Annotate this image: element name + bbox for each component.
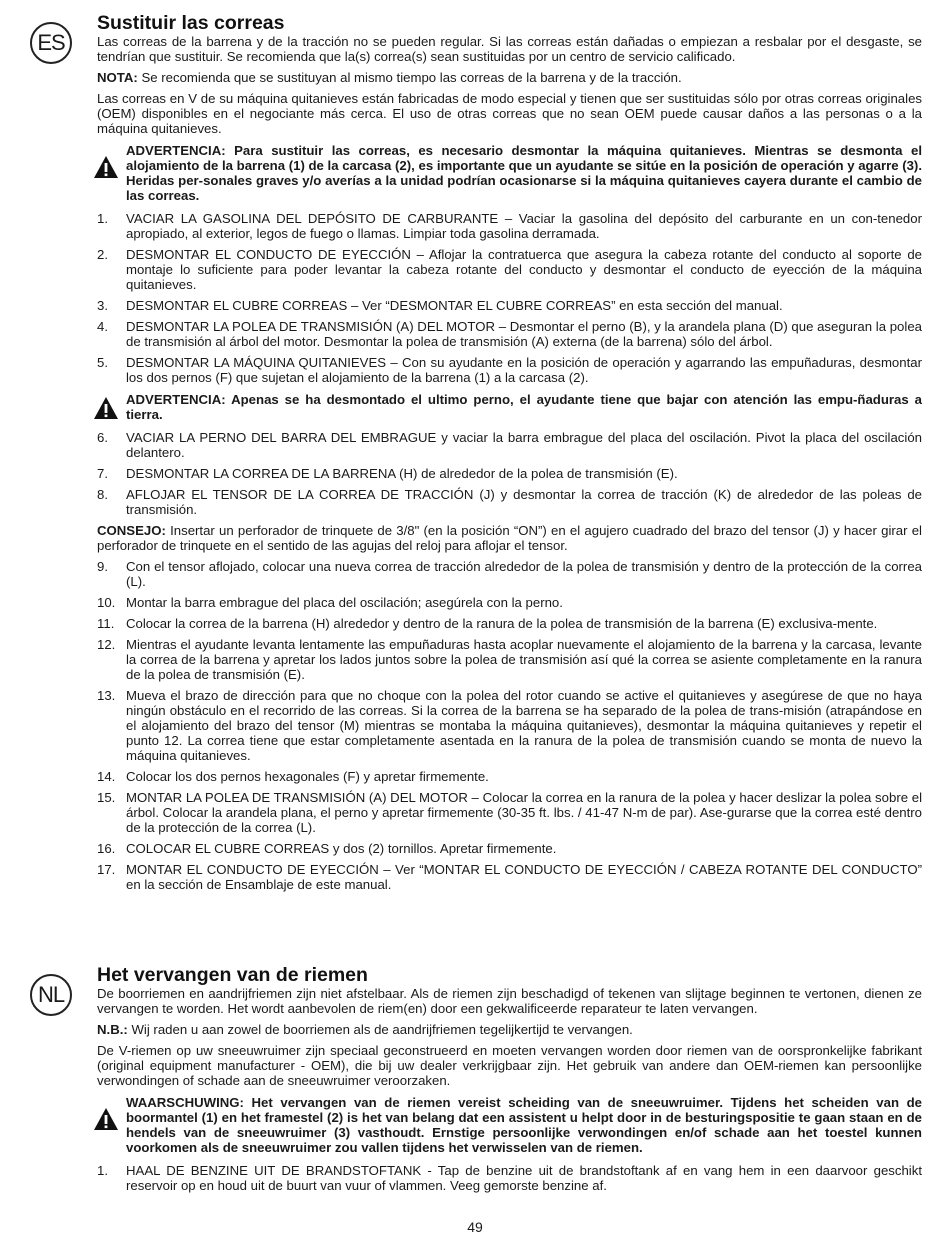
- note-text-nl: Wij raden u aan zowel de boorriemen als de aandrijfriemen tegelijkertijd te vervangen.: [131, 1022, 633, 1037]
- step-text: Con el tensor aflojado, colocar una nueva correa de tracción alrededor de la polea de transmisión y dentro de la protección de la correa (L).: [126, 559, 922, 589]
- step-item: [97, 559, 922, 589]
- step-number: 10.: [97, 595, 116, 610]
- step-item: [97, 841, 922, 856]
- note-label-nl: N.B.:: [97, 1022, 128, 1037]
- step-number: 9.: [97, 559, 108, 574]
- step-text: Mueva el brazo de dirección para que no choque con la polea del rotor cuando se active el quitanieves y asegúrese de que no haya ningún obstáculo en el recorrido de las correas. Si la correa de la barrena se ha separado de la polea de trans-misión (atrapándose en el alojamiento del brazo del tensor (M) mientras se montaba la máquina quitanieves), desmontar la máquina quitanieves y repetir el punto 12. La correa tiene que estar completamente asentada en la ranura de la polea de transmisión cuando se monta de nuevo la máquina quitanieves.: [126, 688, 922, 763]
- step-text: DESMONTAR EL CUBRE CORREAS – Ver “DESMONTAR EL CUBRE CORREAS” en esta sección del manual.: [126, 298, 783, 313]
- step-number: 13.: [97, 688, 116, 703]
- step-number: 4.: [97, 319, 108, 334]
- step-number: 1.: [97, 1163, 108, 1178]
- section-es-content: [97, 12, 922, 892]
- step-text: MONTAR EL CONDUCTO DE EYECCIÓN – Ver “MONTAR EL CONDUCTO DE EYECCIÓN / CABEZA ROTANTE DEL CONDUCTO” en la sección de Ensamblaje de este manual.: [126, 862, 922, 892]
- step-number: 11.: [97, 616, 115, 631]
- step-item: [97, 769, 922, 784]
- step-item: [97, 319, 922, 349]
- step-number: 17.: [97, 862, 116, 877]
- step-text: DESMONTAR LA POLEA DE TRANSMISIÓN (A) DEL MOTOR – Desmontar el perno (B), y la arandela plana (D) que aseguran la polea de transmisión al árbol del motor. Desmontar la polea de transmisión (A) externa (de la barrena) sólo del árbol.: [126, 319, 922, 349]
- warning-triangle-icon: [93, 1107, 119, 1131]
- warning-block-es-1: [97, 143, 922, 203]
- step-text: HAAL DE BENZINE UIT DE BRANDSTOFTANK - Tap de benzine uit de brandstoftank af en vang hem in een daarvoor geschikt reservoir op en houd uit de buurt van vuur of vlammen. Veeg gemorste benzine af.: [126, 1163, 922, 1193]
- oem-paragraph-es: Las correas en V de su máquina quitanieves están fabricadas de modo especial y tienen que ser sustituidas sólo por otras correas originales (OEM) disponibles en el negociante más cerca. El uso de otras correas que no sean OEM puede causar daños a las personas o a la máquina quitanieves.: [97, 91, 922, 136]
- steps-list-es-b: [97, 430, 922, 517]
- step-item: [97, 247, 922, 292]
- step-number: 14.: [97, 769, 116, 784]
- section-nl: [30, 964, 922, 1199]
- step-text: DESMONTAR LA MÁQUINA QUITANIEVES – Con su ayudante en la posición de operación y agarrando las empuñaduras, desmontar los dos pernos (F) que sujetan el alojamiento de la barrena (1) a la carcasa (2).: [126, 355, 922, 385]
- step-item: [97, 688, 922, 763]
- section-nl-content: [97, 964, 922, 1193]
- step-number: 16.: [97, 841, 116, 856]
- step-text: AFLOJAR EL TENSOR DE LA CORREA DE TRACCIÓN (J) y desmontar la correa de tracción (K) de alrededor de las poleas de transmisión.: [126, 487, 922, 517]
- steps-list-es-a: [97, 211, 922, 385]
- step-text: VACIAR LA PERNO DEL BARRA DEL EMBRAGUE y vaciar la barra embrague del placa del oscilación. Pivot la placa del oscilación delantero.: [126, 430, 922, 460]
- step-text: Colocar los dos pernos hexagonales (F) y apretar firmemente.: [126, 769, 489, 784]
- step-number: 5.: [97, 355, 108, 370]
- step-text: Colocar la correa de la barrena (H) alrededor y dentro de la ranura de la polea de transmisión de la barrena (E) exclusiva-mente.: [126, 616, 878, 631]
- step-item: [97, 211, 922, 241]
- step-item: [97, 466, 922, 481]
- tip-text-es: Insertar un perforador de trinquete de 3/8" (en la posición “ON”) en el agujero cuadrado del brazo del tensor (J) y hacer girar el perforador de trinquete en el sentido de las agujas del reloj para aflojar el tensor.: [97, 523, 922, 553]
- page-number: 49: [467, 1219, 483, 1235]
- step-item: [97, 355, 922, 385]
- step-number: 12.: [97, 637, 116, 652]
- warning-block-nl-1: [97, 1095, 922, 1155]
- note-text-es: Se recomienda que se sustituyan al mismo tiempo las correas de la barrena y de la tracción.: [141, 70, 682, 85]
- note-label-es: NOTA:: [97, 70, 138, 85]
- warning-text-nl-1: WAARSCHUWING: Het vervangen van de riemen vereist scheiding van de sneeuwruimer. Tijdens het scheiden van de boormantel (1) en het framestel (2) is het van belang dat een assistent u helpt door in de besturingspositie te gaan staan en de hendels van de sneeuwruimer (3) vasthoudt. Ernstige persoonlijke verwondingen en/of schade aan het toestel kunnen voorkomen als de sneeuwruimer zou vallen tijdens het verwisselen van de riemen.: [126, 1095, 922, 1155]
- note-paragraph-nl: [97, 1022, 922, 1037]
- tip-label-es: CONSEJO:: [97, 523, 166, 538]
- step-item: [97, 862, 922, 892]
- step-item: [97, 637, 922, 682]
- step-text: DESMONTAR EL CONDUCTO DE EYECCIÓN – Aflojar la contratuerca que asegura la cabeza rotante del conducto al soporte de montaje lo suficiente para poder levantar la cabeza rotante del conducto y desmontar el conducto de eyección de la máquina quitanieves.: [126, 247, 922, 292]
- step-item: [97, 430, 922, 460]
- step-item: [97, 487, 922, 517]
- step-number: 6.: [97, 430, 108, 445]
- step-number: 3.: [97, 298, 108, 313]
- section-es: [30, 12, 922, 898]
- section-title-nl: Het vervangen van de riemen: [97, 964, 368, 986]
- step-item: [97, 790, 922, 835]
- intro-paragraph-nl: De boorriemen en aandrijfriemen zijn niet afstelbaar. Als de riemen zijn beschadigd of tekenen van slijtage beginnen te vertonen, dienen ze vervangen te worden. Het wordt aanbevolen de riem(en) door een gekwalificeerde reparateur te laten vervangen.: [97, 986, 922, 1016]
- step-text: Montar la barra embrague del placa del oscilación; asegúrela con la perno.: [126, 595, 563, 610]
- step-number: 8.: [97, 487, 108, 502]
- step-item: [97, 595, 922, 610]
- step-text: Mientras el ayudante levanta lentamente las empuñaduras hasta acoplar nuevamente el alojamiento de la barrena y la carcasa, levante la correa de la barrena y apretar los lados juntos sobre la polea de transmisión así qué la correa se asiente completamente en la ranura de la polea de transmisión (E).: [126, 637, 922, 682]
- warning-triangle-icon: [93, 396, 119, 420]
- step-number: 15.: [97, 790, 116, 805]
- intro-paragraph-es: Las correas de la barrena y de la tracción no se pueden regular. Si las correas están dañadas o empiezan a resbalar por el desgaste, se tendrían que sustituir. Se recomienda que la(s) correa(s) sean sustituidas por un centro de servicio calificado.: [97, 34, 922, 64]
- step-number: 1.: [97, 211, 108, 226]
- step-text: DESMONTAR LA CORREA DE LA BARRENA (H) de alrededor de la polea de transmisión (E).: [126, 466, 678, 481]
- tip-paragraph-es: [97, 523, 922, 553]
- step-text: COLOCAR EL CUBRE CORREAS y dos (2) tornillos. Apretar firmemente.: [126, 841, 557, 856]
- warning-block-es-2: [97, 392, 922, 422]
- steps-list-es-c: [97, 559, 922, 892]
- section-title-es: Sustituir las correas: [97, 12, 285, 34]
- warning-text-es-1: ADVERTENCIA: Para sustituir las correas, es necesario desmontar la máquina quitanieves. Mientras se desmonta el alojamiento de la barrena (1) de la carcasa (2), es importante que un ayudante se sitúe en la posición de operación y agarre (3). Heridas per-sonales graves y/o averías a la unidad podrían ocasionarse si la máquina quitanieves cayera durante el cambio de las correas.: [126, 143, 922, 203]
- note-paragraph-es: [97, 70, 922, 85]
- step-number: 2.: [97, 247, 108, 262]
- language-badge-es: ES: [30, 22, 72, 64]
- step-item: [97, 1163, 922, 1193]
- step-item: [97, 616, 922, 631]
- step-item: [97, 298, 922, 313]
- step-text: MONTAR LA POLEA DE TRANSMISIÓN (A) DEL MOTOR – Colocar la correa en la ranura de la polea y hacer deslizar la polea sobre el árbol. Colocar la arandela plana, el perno y apretar firmemente (30-35 ft. lbs. / 41-47 N-m de par). Ase-gurarse que la correa esté dentro de la protección de la correa (L).: [126, 790, 922, 835]
- warning-text-es-2: ADVERTENCIA: Apenas se ha desmontado el ultimo perno, el ayudante tiene que bajar con atención las empu-ñaduras a tierra.: [126, 392, 922, 422]
- step-number: 7.: [97, 466, 108, 481]
- step-text: VACIAR LA GASOLINA DEL DEPÓSITO DE CARBURANTE – Vaciar la gasolina del depósito del carburante en un con-tenedor apropiado, al exterior, legos de fuego o llamas. Limpiar toda gasolina derramada.: [126, 211, 922, 241]
- steps-list-nl: [97, 1163, 922, 1193]
- oem-paragraph-nl: De V-riemen op uw sneeuwruimer zijn speciaal geconstrueerd en moeten vervangen worden door riemen van de oorspronkelijke fabrikant (original equipment manufacturer - OEM), die bij uw dealer verkrijgbaar zijn. Het gebruik van andere dan OEM-riemen kan persoonlijke verwondingen of schade aan de sneeuwruimer veroorzaken.: [97, 1043, 922, 1088]
- language-badge-nl: NL: [30, 974, 72, 1016]
- warning-triangle-icon: [93, 155, 119, 179]
